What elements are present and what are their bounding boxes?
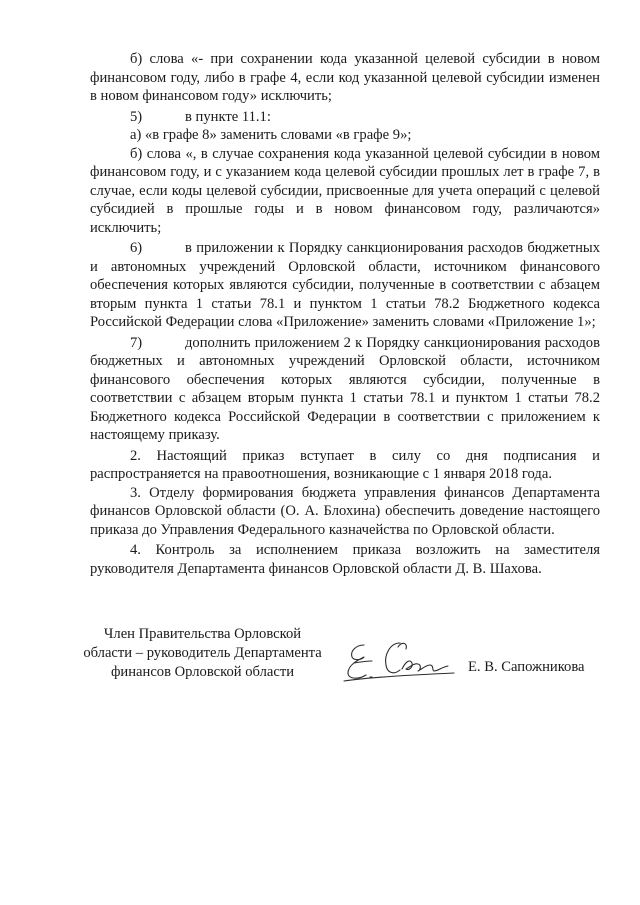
item-6-number: 6) — [130, 240, 143, 256]
item-7-number: 7) — [130, 334, 143, 351]
item-7 — [90, 334, 600, 445]
paragraph-2: 2. Настоящий приказ вступает в силу со дня подписания и распространяется на правоотношения, возникающие с 1 января 2018 года. — [90, 447, 600, 482]
item-7-text: дополнить приложением 2 к Порядку санкционирования расходов бюджетных и автономных учреждений Орловской области, источником финансового обеспечения которых являются субсидии, полученные в соответствии с абзацем вторым пункта 1 статьи 78.1 и пунктом 1 статьи 78.2 Бюджетного кодекса Российской Федерации в соответствии с приложением к настоящему приказу. — [90, 334, 600, 443]
signatory-title-line-3: финансов Орловской области — [110, 664, 295, 680]
item-6 — [90, 239, 600, 332]
signatory-title-line-2: области – руководитель Департамента — [83, 645, 322, 661]
paragraph-4: 4. Контроль за исполнением приказа возложить на заместителя руководителя Департамента финансов Орловской области Д. В. Шахова. — [90, 542, 600, 577]
item-5-number: 5) — [130, 108, 143, 125]
item-b-second: б) слова «, в случае сохранения кода указанной целевой субсидии в новом финансовом году, и с указанием кода целевой субсидии прошлых лет в графе 7, в случае, если коды целевой субсидии, присвоенные для учета операций с целевой субсидией в прошлые годы и в новом финансовом году, различаются» исключить; — [90, 145, 600, 236]
document-body — [90, 50, 600, 578]
item-5 — [90, 108, 600, 127]
signatory-title — [80, 625, 325, 682]
paragraph-3: 3. Отделу формирования бюджета управления финансов Департамента финансов Орловской области (О. А. Блохина) обеспечить доведение настоящего приказа до Управления Федерального казначейства по Орловской области. — [90, 484, 600, 538]
item-6-text: в приложении к Порядку санкционирования расходов бюджетных и автономных учреждений Орловской области, источником финансового обеспечения которых являются субсидии, полученные в соответствии с абзацем вторым пункта 1 статьи 78.1 и пунктом 1 статьи 78.2 Бюджетного кодекса Российской Федерации слова «Приложение» заменить словами «Приложение 1»; — [90, 240, 600, 330]
signatory-title-line-1: Член Правительства Орловской — [103, 626, 302, 642]
item-b-exclude: б) слова «- при сохранении кода указанной целевой субсидии в новом финансовом году, либо в графе 4, если код указанной целевой субсидии изменен в новом финансовом году» исключить; — [90, 51, 600, 104]
signatory-name: Е. В. Сапожникова — [468, 659, 585, 675]
handwritten-signature — [342, 633, 462, 685]
item-5-text: в пункте 11.1: — [185, 108, 271, 125]
item-a: а) «в графе 8» заменить словами «в графе 9»; — [130, 127, 412, 143]
